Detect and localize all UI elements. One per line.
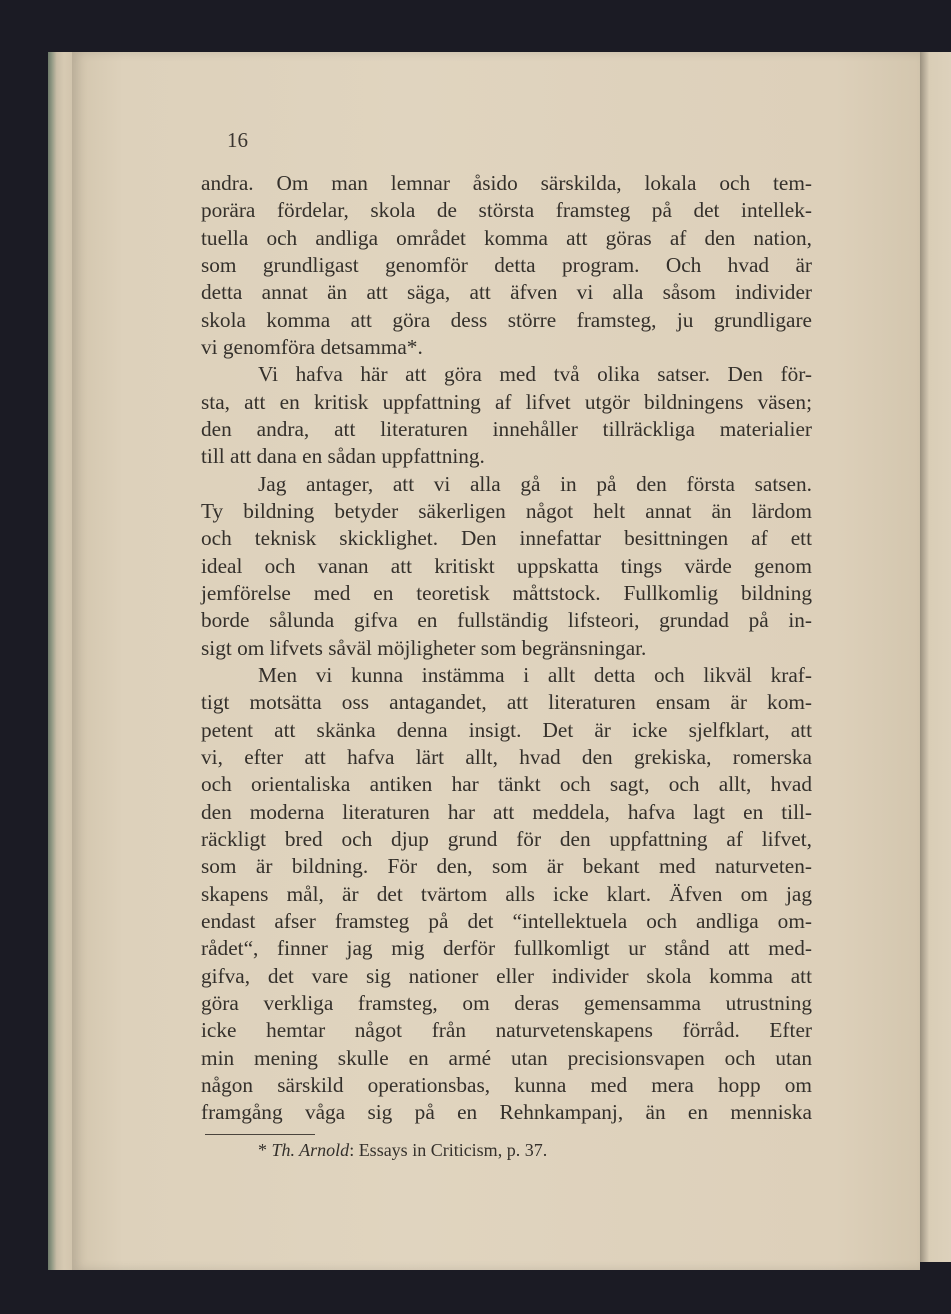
text-line: rådet“, finner jag mig derför fullkomligt ur stånd att med- xyxy=(201,936,812,961)
text-line: sta, att en kritisk uppfattning af lifvet utgör bildningens väsen; xyxy=(201,389,812,414)
text-line: framgång våga sig på en Rehnkampanj, än en menniska xyxy=(201,1100,812,1125)
text-line: någon särskild operationsbas, kunna med mera hopp om xyxy=(201,1072,812,1097)
text-line: skapens mål, är det tvärtom alls icke klart. Äfven om jag xyxy=(201,881,812,906)
page-number: 16 xyxy=(227,128,248,152)
text-line: andra. Om man lemnar åsido särskilda, lokala och tem- xyxy=(201,171,812,195)
text-line: min mening skulle en armé utan precisionsvapen och utan xyxy=(201,1045,812,1070)
text-line: den andra, att literaturen innehåller tillräckliga materialier xyxy=(201,416,812,441)
next-page-edge xyxy=(920,52,951,1262)
text-line: göra verkliga framsteg, om deras gemensamma utrustning xyxy=(201,990,812,1015)
footnote-citation: : Essays in Criticism, p. 37. xyxy=(349,1140,548,1160)
text-line: Ty bildning betyder säkerligen något helt annat än lärdom xyxy=(201,498,812,523)
text-line: och teknisk skicklighet. Den innefattar besittningen af ett xyxy=(201,526,812,551)
body-text xyxy=(201,170,812,1126)
text-line: endast afser framsteg på det “intellektuela och andliga om- xyxy=(201,908,812,933)
text-line: skola komma att göra dess större framsteg, ju grundligare xyxy=(201,307,812,332)
text-line: icke hemtar något från naturvetenskapens förråd. Efter xyxy=(201,1018,812,1043)
footnote-marker: * xyxy=(258,1140,272,1160)
text-line: borde sålunda gifva en fullständig lifsteori, grundad på in- xyxy=(201,608,812,633)
text-line: den moderna literaturen har att meddela, hafva lagt en till- xyxy=(201,799,812,824)
text-line: detta annat än att säga, att äfven vi alla såsom individer xyxy=(201,280,812,305)
text-line: Jag antager, att vi alla gå in på den första satsen. xyxy=(258,471,812,496)
text-line: Men vi kunna instämma i allt detta och likväl kraf- xyxy=(258,662,812,687)
text-line: tigt motsätta oss antagandet, att literaturen ensam är kom- xyxy=(201,690,812,715)
text-line: ideal och vanan att kritiskt uppskatta tings värde genom xyxy=(201,553,812,578)
text-line: porära fördelar, skola de största framsteg på det intellek- xyxy=(201,198,812,223)
text-line: jemförelse med en teoretisk måttstock. Fullkomlig bildning xyxy=(201,580,812,605)
text-line: och orientaliska antiken har tänkt och sagt, och allt, hvad xyxy=(201,772,812,797)
text-line: Vi hafva här att göra med två olika satser. Den för- xyxy=(258,362,812,387)
footnote-rule xyxy=(205,1134,315,1135)
text-line: till att dana en sådan uppfattning. xyxy=(201,444,485,469)
text-line: sigt om lifvets såväl möjligheter som begränsningar. xyxy=(201,635,647,660)
text-line: gifva, det vare sig nationer eller individer skola komma att xyxy=(201,963,812,988)
text-line: petent att skänka denna insigt. Det är icke sjelfklart, att xyxy=(201,717,812,742)
text-line: tuella och andliga området komma att göras af den nation, xyxy=(201,225,812,250)
text-line: räckligt bred och djup grund för den uppfattning af lifvet, xyxy=(201,826,812,851)
text-line: som är bildning. För den, som är bekant med naturveten- xyxy=(201,854,812,879)
text-line: som grundligast genomför detta program. Och hvad är xyxy=(201,252,812,277)
footnote-author: Th. Arnold xyxy=(271,1140,350,1160)
text-line: vi genomföra detsamma*. xyxy=(201,334,423,359)
footnote xyxy=(258,1140,547,1161)
text-line: vi, efter att hafva lärt allt, hvad den grekiska, romerska xyxy=(201,744,812,769)
